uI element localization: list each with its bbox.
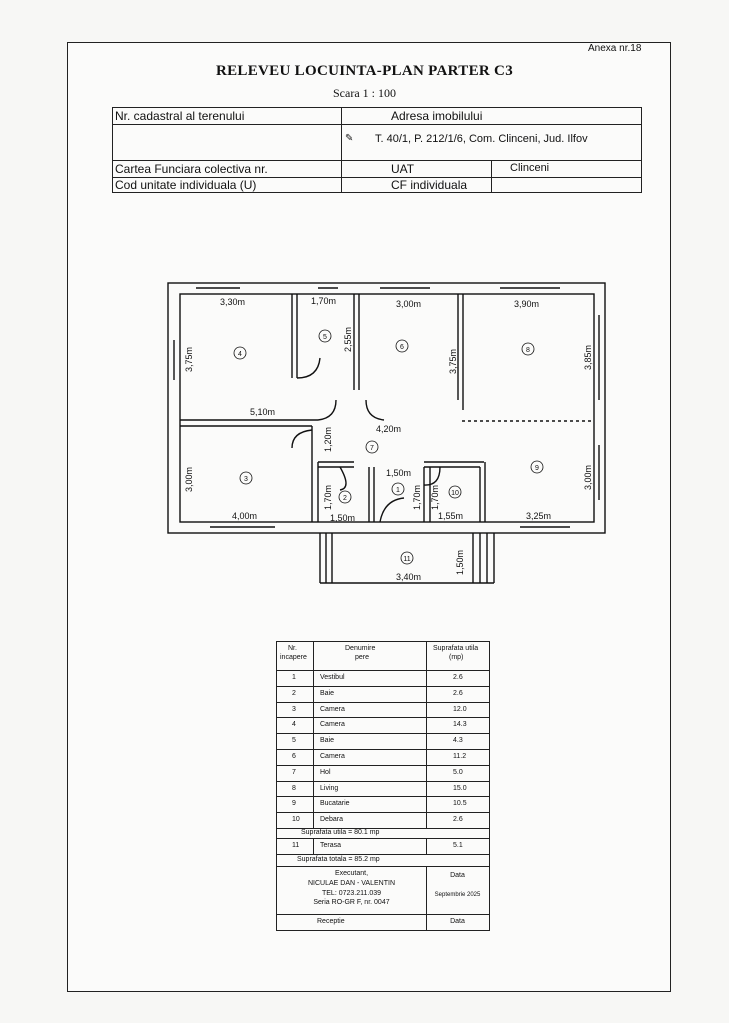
dimension: 3,00m <box>583 464 593 490</box>
table-row-area: 10.5 <box>453 800 467 808</box>
room-number: 7 <box>370 445 374 452</box>
header-nr-2: incapere <box>280 654 307 661</box>
annex-label: Anexa nr.18 <box>588 43 642 54</box>
dimension: 1,50m <box>455 549 465 575</box>
table-row-nr: 3 <box>292 705 296 713</box>
cf-colectiva-label: Cartea Funciara colectiva nr. <box>115 162 268 176</box>
dimension: 1,55m <box>438 511 464 521</box>
data-label: Data <box>450 872 465 879</box>
table-row-name: Baie <box>320 737 335 745</box>
dimension: 1,70m <box>412 484 422 510</box>
table-row-name: Camera <box>320 753 345 760</box>
table-row-name: Bucatarie <box>320 800 350 808</box>
executant-line: TEL: 0723.211.039 <box>321 890 382 897</box>
table-row-divider <box>277 717 489 718</box>
room-number: 1 <box>396 487 400 494</box>
table-row-area: 2.6 <box>453 689 463 697</box>
header-name: Denumire <box>345 645 376 652</box>
data-label-2: Data <box>450 918 465 925</box>
table-row-name: Vestibul <box>320 674 345 681</box>
dimension: 1,20m <box>323 426 333 452</box>
outer-wall <box>168 283 605 533</box>
header-nr: Nr. <box>288 645 297 652</box>
table-row-nr: 2 <box>292 689 296 697</box>
grand-total: Suprafata totala = 85.2 mp <box>297 856 380 863</box>
document-title: RELEVEU LOCUINTA-PLAN PARTER C3 <box>216 63 513 79</box>
terrace-area: 5.1 <box>453 842 463 849</box>
useful-total: Suprafata utila = 80.1 mp <box>301 829 380 836</box>
table-row-name: Hol <box>320 768 331 776</box>
table-row-nr: 4 <box>292 721 296 729</box>
executant-line: Seria RO-GR F, nr. 0047 <box>313 899 390 906</box>
room-number: 2 <box>343 495 347 502</box>
dimension: 3,90m <box>514 299 540 309</box>
table-row-area: 12.0 <box>453 705 467 713</box>
dimension: 2,55m <box>343 326 353 352</box>
room-number: 8 <box>526 347 530 354</box>
room-number: 10 <box>451 490 459 497</box>
executant-line: NICULAE DAN - VALENTIN <box>308 880 395 887</box>
inner-wall <box>180 294 594 522</box>
header-name-2: pere <box>355 654 370 661</box>
room-number: 4 <box>238 351 242 358</box>
table-row-area: 2.6 <box>453 674 463 681</box>
dimension: 3,00m <box>184 466 194 492</box>
dimension: 3,25m <box>526 511 552 521</box>
room-number: 3 <box>244 476 248 483</box>
uat-value: Clinceni <box>510 162 550 174</box>
table-row-nr: 8 <box>292 784 296 792</box>
table-row-divider <box>277 733 489 734</box>
dimension: 3,85m <box>583 344 593 370</box>
dimension: 3,30m <box>220 297 246 307</box>
room-markers <box>234 330 543 564</box>
table-row-divider <box>277 765 489 766</box>
address-stamp-icon: ✎ <box>345 133 354 144</box>
table-row-name: Camera <box>320 705 345 713</box>
table-row-nr: 1 <box>292 674 296 681</box>
dimension: 3,00m <box>396 299 422 309</box>
table-row-divider <box>277 914 489 915</box>
cod-unitate-label: Cod unitate individuala (U) <box>115 178 257 192</box>
dimension: 5,10m <box>250 407 276 417</box>
executant-line: Executant, <box>334 870 369 877</box>
dimension: 4,20m <box>376 424 402 434</box>
dimension: 1,50m <box>386 468 412 478</box>
dimension: 1,70m <box>430 484 440 510</box>
dimension: 4,00m <box>232 511 258 521</box>
table-row-divider <box>277 866 489 867</box>
cadastral-label: Nr. cadastral al terenului <box>115 109 245 123</box>
table-row-divider <box>277 781 489 782</box>
dimension: 3,40m <box>396 572 422 582</box>
table-row-nr: 5 <box>292 737 296 745</box>
room-number-labels <box>238 334 539 563</box>
table-col-divider <box>426 838 427 854</box>
receptie-label: Receptie <box>317 918 345 925</box>
table-row-nr: 6 <box>292 753 296 760</box>
table-row-divider <box>277 702 489 703</box>
table-row-name: Debara <box>320 816 343 824</box>
header-area-2: (mp) <box>449 654 464 661</box>
table-col-divider <box>313 838 314 854</box>
address-value: T. 40/1, P. 212/1/6, Com. Clinceni, Jud. Ilfov <box>375 133 588 145</box>
table-row-nr: 7 <box>292 768 296 776</box>
table-row-name: Camera <box>320 721 345 729</box>
terrace-name: Terasa <box>320 842 342 849</box>
terrace-nr: 11 <box>292 842 300 849</box>
room-number: 11 <box>403 556 411 563</box>
table-row-divider <box>277 854 489 855</box>
header-area: Suprafata utila <box>433 645 479 652</box>
dimension: 1,50m <box>330 513 356 523</box>
table-row-area: 2.6 <box>453 816 463 824</box>
table-row-divider <box>277 670 489 671</box>
room-number: 6 <box>400 344 404 351</box>
dimension: 1,70m <box>311 296 337 306</box>
dimension: 3,75m <box>448 348 458 374</box>
table-row-name: Living <box>320 784 339 792</box>
room-number: 9 <box>535 465 539 472</box>
dimension: 1,70m <box>323 484 333 510</box>
table-row-area: 4.3 <box>453 737 463 745</box>
table-row-divider <box>277 686 489 687</box>
data-value: Septembrie 2025 <box>434 892 481 898</box>
table-row-area: 14.3 <box>453 721 467 729</box>
dimension: 3,75m <box>184 346 194 372</box>
uat-label: UAT <box>391 162 415 176</box>
table-row-divider <box>277 812 489 813</box>
cf-individuala-label: CF individuala <box>391 178 468 192</box>
table-row-divider <box>277 796 489 797</box>
table-row-area: 15.0 <box>453 784 467 792</box>
table-row-divider <box>277 838 489 839</box>
table-row-nr: 9 <box>292 800 296 808</box>
table-row-name: Baie <box>320 689 335 697</box>
table-row-nr: 10 <box>292 816 300 824</box>
table-row-area: 5.0 <box>453 768 463 776</box>
dimension-labels <box>184 296 593 582</box>
room-number: 5 <box>323 334 327 341</box>
address-label: Adresa imobilului <box>391 109 483 123</box>
table-row-divider <box>277 749 489 750</box>
rooms-area-table <box>276 641 490 931</box>
scale-label: Scara 1 : 100 <box>333 86 396 100</box>
table-row-area: 11.2 <box>453 753 467 760</box>
